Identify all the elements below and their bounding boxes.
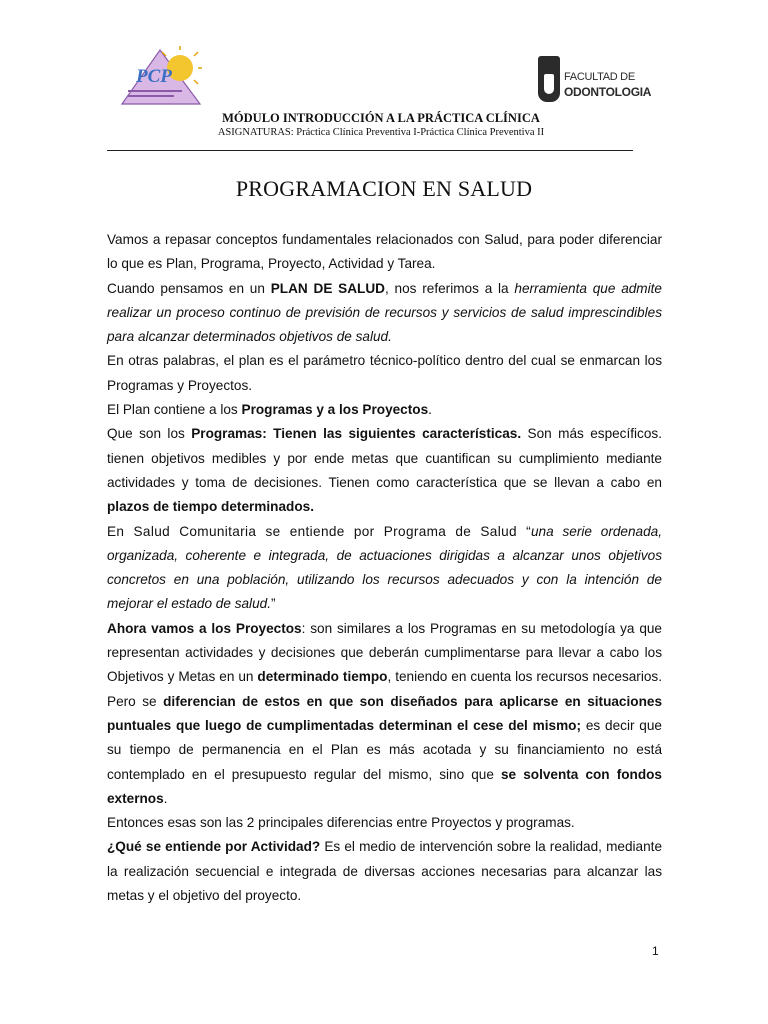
paragraph-intro: Vamos a repasar conceptos fundamentales relacionados con Salud, para poder diferenciar lo que es Plan, Programa, Proyecto, Actividad y Tarea. (107, 232, 662, 272)
text: Es el medio de intervención sobre la realidad, mediante la realización secuencial e integrada de diversas acciones necesarias para alcanzar las metas y el objetivo del proyecto. (107, 839, 662, 904)
term-plan-de-salud: PLAN DE SALUD (270, 280, 385, 296)
paragraph-plan-parameter: En otras palabras, el plan es el parámetro técnico-político dentro del cual se enmarcan los Programas y Proyectos. (107, 353, 662, 393)
plan-definition: herramienta que admite realizar un proceso continuo de previsión de recursos y servicios de salud imprescindibles para alcanzar determinados objetivos de salud. (107, 280, 662, 345)
page-number: 1 (652, 944, 659, 958)
document-body (107, 228, 662, 908)
header-divider (107, 150, 633, 151)
paragraph-plan-contains (107, 398, 662, 422)
text: Son más específicos. tienen objetivos medibles y por ende metas que cuantifican su cumplimiento mediante actividades y toma de decisiones. Tienen como característica que se llevan a cabo en (107, 426, 662, 490)
subjects-line: ASIGNATURAS: Práctica Clínica Preventiva I-Práctica Clínica Preventiva II (217, 127, 545, 138)
document-title: PROGRAMACION EN SALUD (235, 176, 533, 201)
term-proyectos: Ahora vamos a los Proyectos (107, 620, 302, 636)
paragraph-salud-comunitaria (107, 520, 662, 617)
text: ” (270, 596, 276, 612)
paragraph-actividad (107, 835, 662, 908)
term-actividad: ¿Qué se entiende por Actividad? (107, 839, 321, 855)
text: , nos referimos a la (385, 280, 515, 296)
text: , teniendo en cuenta los recursos necesarios. Pero se (107, 669, 662, 709)
term-determinado-tiempo: determinado tiempo (257, 669, 388, 685)
tooth-icon (538, 56, 560, 102)
programa-definition: una serie ordenada, organizada, coherente e integrada, de actuaciones dirigidas a alcanzar unos objetivos concretos en una población, utilizando los recursos adecuados y con la intención de mejorar el estado de salud. (107, 523, 662, 612)
text: Cuando pensamos en un (107, 280, 271, 296)
term-programas: Programas: Tienen las siguientes características. (191, 426, 522, 442)
paragraph-proyectos (107, 617, 662, 811)
text: . (163, 790, 168, 806)
text: es decir que su tiempo de permanencia en el Plan es más acotada y su financiamiento no está contemplado en el presupuesto regular del mismo, sino que (107, 717, 662, 782)
text: . (428, 402, 432, 418)
svg-text:PCP: PCP (136, 66, 172, 87)
paragraph-programas (107, 422, 662, 519)
paragraph-diferencias: Entonces esas son las 2 principales diferencias entre Proyectos y programas. (107, 815, 575, 831)
text: Que son los (107, 426, 192, 442)
text: En Salud Comunitaria se entiende por Programa de Salud “ (107, 523, 531, 539)
term-fondos-externos: se solventa con fondos externos (107, 766, 662, 806)
term-programas-proyectos: Programas y a los Proyectos (241, 402, 429, 418)
faculty-logo-line1: FACULTAD DE (564, 71, 635, 83)
paragraph-plan (107, 277, 662, 350)
faculty-logo-line2: ODONTOLOGIA (564, 85, 652, 99)
text: : son similares a los Programas en su metodología ya que representan actividades y decisiones que deberán cumplimentarse para llevar a cabo los Objetivos y Metas en un (107, 620, 662, 685)
pcp-logo (120, 46, 202, 106)
text: El Plan contiene a los (107, 402, 242, 418)
module-title: MÓDULO INTRODUCCIÓN A LA PRÁCTICA CLÍNICA (222, 111, 540, 125)
term-plazos: plazos de tiempo determinados. (107, 499, 314, 515)
faculty-logo (538, 56, 650, 104)
term-diferencian: diferencian de estos en que son diseñados para aplicarse en situaciones puntuales que luego de cumplimentadas determinan el cese del mismo; (107, 693, 662, 733)
